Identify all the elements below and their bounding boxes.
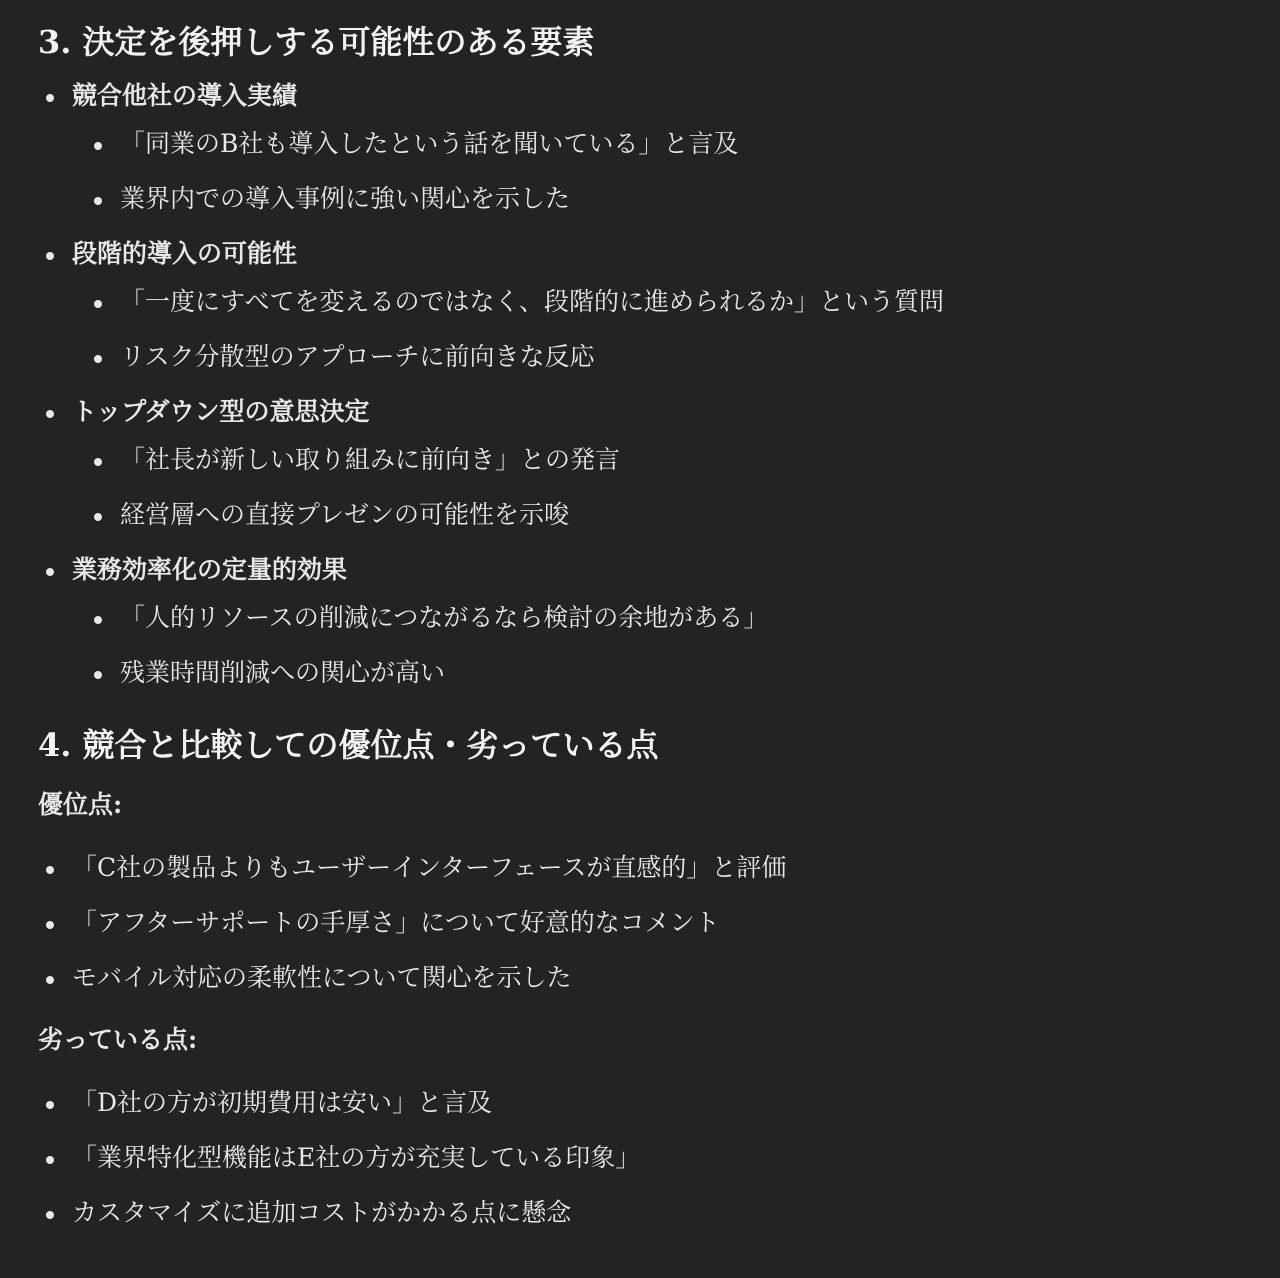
document-body	[38, 18, 1258, 1237]
bullet-icon	[94, 300, 102, 308]
bullet-icon	[46, 568, 54, 576]
list-item-text: 「人的リソースの削減につながるなら検討の余地がある」	[120, 603, 769, 632]
section-4-heading: 4. 競合と比較しての優位点・劣っている点	[38, 726, 659, 764]
factor-label: 競合他社の導入実績	[72, 81, 298, 110]
bullet-icon	[46, 94, 54, 102]
advantages-label: 優位点:	[38, 790, 123, 819]
list-item-text: 「C社の製品よりもユーザーインターフェースが直感的」と評価	[72, 853, 787, 882]
list-item-text: 経営層への直接プレゼンの可能性を示唆	[120, 500, 570, 529]
bullet-icon	[46, 1101, 54, 1109]
bullet-icon	[46, 866, 54, 874]
bullet-icon	[46, 921, 54, 929]
factor-label: 段階的導入の可能性	[72, 239, 298, 268]
list-item-text: 「D社の方が初期費用は安い」と言及	[72, 1088, 493, 1117]
bullet-icon	[46, 410, 54, 418]
section-3-heading: 3. 決定を後押しする可能性のある要素	[38, 23, 595, 61]
factor-details	[72, 594, 1258, 697]
section-3	[38, 18, 1258, 697]
list-item	[72, 175, 1258, 223]
list-item-text: 「業界特化型機能はE社の方が充実している印象」	[72, 1143, 641, 1172]
bullet-icon	[94, 197, 102, 205]
list-item	[72, 649, 1258, 697]
factor-details	[72, 278, 1258, 381]
list-item	[72, 333, 1258, 381]
list-item	[72, 120, 1258, 168]
bullet-icon	[46, 1156, 54, 1164]
disadvantages-label: 劣っている点:	[38, 1025, 198, 1054]
list-item-text: カスタマイズに追加コストがかかる点に懸念	[72, 1198, 572, 1227]
disadvantages-list	[38, 1079, 1258, 1237]
factor-details	[72, 120, 1258, 223]
bullet-icon	[94, 355, 102, 363]
list-item	[72, 436, 1258, 484]
list-item	[72, 491, 1258, 539]
factor-label: 業務効率化の定量的効果	[72, 555, 348, 584]
factor-label: トップダウン型の意思決定	[72, 397, 370, 426]
factor-group	[38, 230, 1258, 381]
list-item	[38, 899, 1258, 947]
list-item-text: 「一度にすべてを変えるのではなく、段階的に進められるか」という質問	[120, 287, 945, 316]
factor-group	[38, 388, 1258, 539]
bullet-icon	[46, 1211, 54, 1219]
list-item-text: 「同業のB社も導入したという話を聞いている」と言及	[120, 129, 739, 158]
bullet-icon	[94, 513, 102, 521]
list-item-text: 「アフターサポートの手厚さ」について好意的なコメント	[72, 908, 720, 937]
section-4	[38, 721, 1258, 1237]
list-item-text: 「社長が新しい取り組みに前向き」との発言	[120, 445, 621, 474]
bullet-icon	[94, 616, 102, 624]
list-item	[38, 1189, 1258, 1237]
bullet-icon	[46, 252, 54, 260]
factor-group	[38, 72, 1258, 223]
advantages-list	[38, 844, 1258, 1002]
list-item-text: 業界内での導入事例に強い関心を示した	[120, 184, 571, 213]
bullet-icon	[46, 976, 54, 984]
factor-group	[38, 546, 1258, 697]
list-item	[38, 954, 1258, 1002]
bullet-icon	[94, 458, 102, 466]
list-item	[38, 844, 1258, 892]
section-3-list	[38, 72, 1258, 697]
list-item	[72, 594, 1258, 642]
list-item	[72, 278, 1258, 326]
factor-details	[72, 436, 1258, 539]
list-item-text: モバイル対応の柔軟性について関心を示した	[72, 963, 572, 992]
list-item	[38, 1079, 1258, 1127]
list-item-text: 残業時間削減への関心が高い	[120, 658, 446, 687]
bullet-icon	[94, 142, 102, 150]
list-item	[38, 1134, 1258, 1182]
bullet-icon	[94, 671, 102, 679]
list-item-text: リスク分散型のアプローチに前向きな反応	[120, 342, 595, 371]
